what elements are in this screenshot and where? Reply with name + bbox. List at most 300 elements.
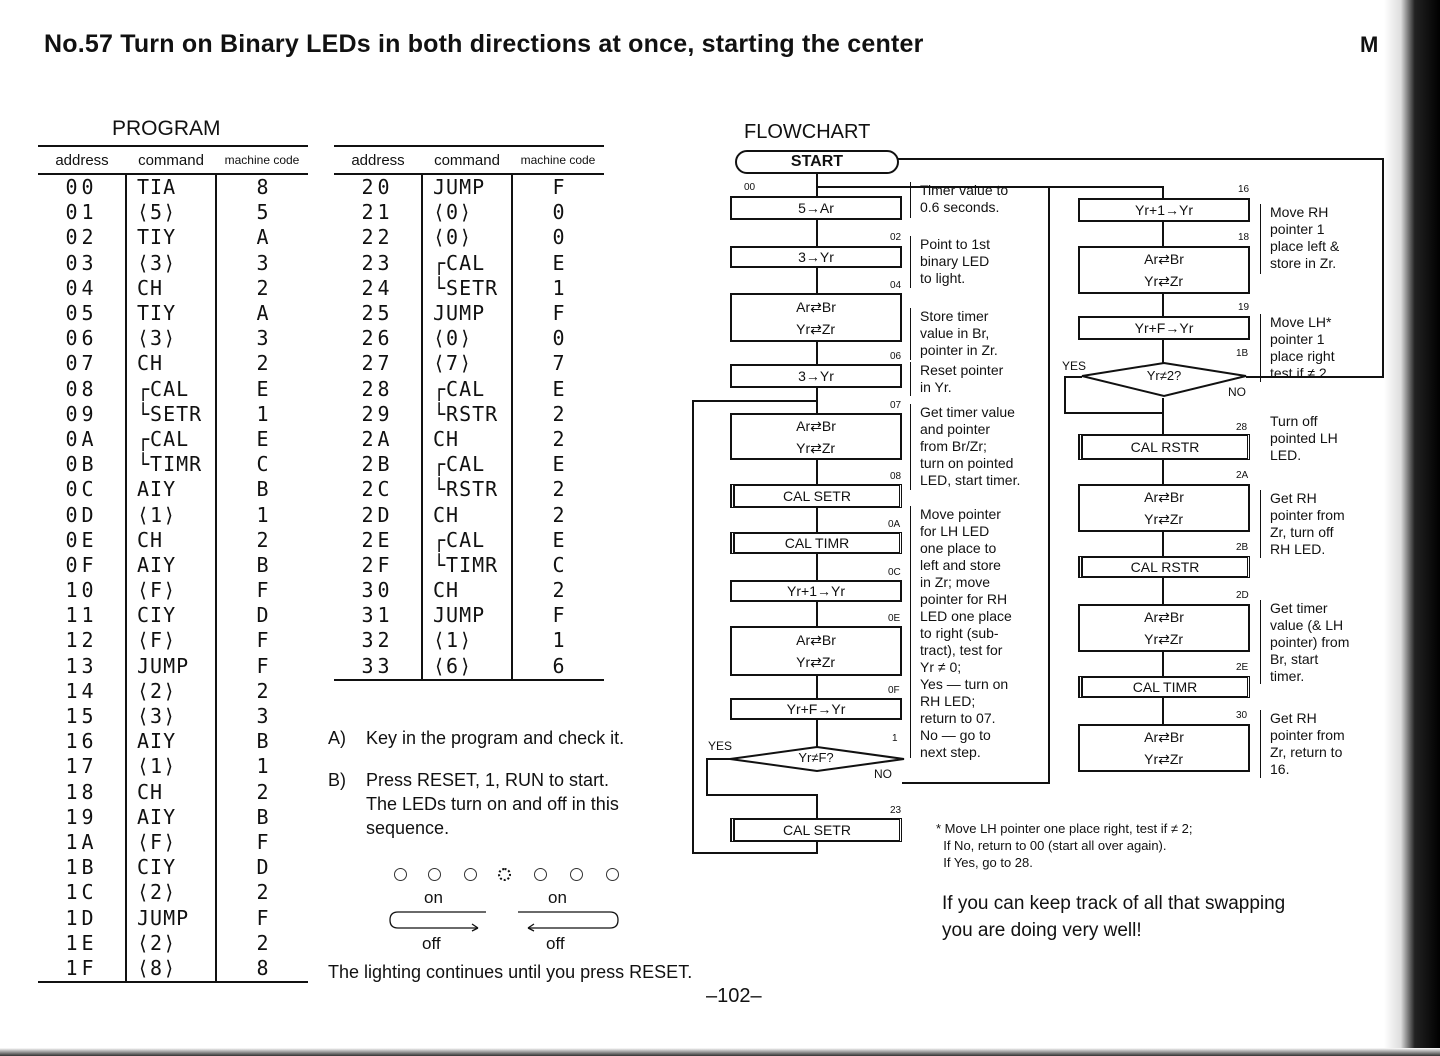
row-command: AIY (126, 729, 216, 754)
row-address: 32 (361, 628, 394, 653)
row-machine-code: 2 (512, 578, 604, 603)
flow-addr: 07 (890, 400, 902, 411)
program-row (38, 654, 308, 679)
row-address: 2C (361, 477, 394, 502)
row-address: 2E (361, 527, 394, 552)
address-header: address (38, 146, 126, 174)
row-address: 1E (65, 930, 98, 955)
row-machine-code: 2 (512, 427, 604, 452)
row-command: └TIMR (422, 553, 512, 578)
row-machine-code: 3 (216, 251, 308, 276)
program-row (334, 553, 604, 578)
program-row (334, 225, 604, 250)
program-row (38, 301, 308, 326)
command-header: command (126, 146, 216, 174)
row-machine-code: B (216, 805, 308, 830)
step-cal-timr: CAL TIMR (730, 532, 902, 554)
on-label-right: on (548, 888, 567, 907)
row-address: 05 (65, 301, 98, 326)
yes-label: YES (1062, 359, 1087, 373)
note-get-timer: Get timer value and pointer from Br/Zr; turn on pointed LED, start timer. (920, 404, 1021, 488)
led-indicator-center (498, 868, 511, 881)
row-address: 03 (65, 250, 98, 275)
program-row (334, 603, 604, 628)
step-add-f-yr: Yr+F→Yr (1078, 316, 1250, 340)
row-machine-code: C (512, 553, 604, 578)
machine-code-header: machine code (216, 146, 308, 174)
row-address: 2F (361, 552, 394, 577)
row-machine-code: A (216, 301, 308, 326)
program-row (38, 880, 308, 905)
lighting-continues-text: The lighting continues until you press RESET. (328, 962, 693, 982)
row-address: 17 (65, 754, 98, 779)
program-row (38, 326, 308, 351)
program-row (334, 654, 604, 680)
row-command: JUMP (126, 905, 216, 930)
program-row (334, 502, 604, 527)
flow-addr: 30 (1236, 710, 1248, 721)
row-command: CH (126, 351, 216, 376)
flow-addr: 18 (1238, 232, 1250, 243)
step-add-f-yr: Yr+F→Yr (730, 698, 902, 720)
step-cal-rstr: CAL RSTR (1078, 556, 1250, 578)
flow-addr: 28 (1236, 422, 1248, 433)
note-turn-off-lh: Turn off pointed LH LED. (1270, 413, 1338, 463)
note-return-to-16: Get RH pointer from Zr, return to 16. (1270, 710, 1345, 777)
program-row (334, 427, 604, 452)
footnote: * Move LH pointer one place right, test if ≠ 2; If No, return to 00 (start all over again). If Yes, go to 28. (936, 821, 1193, 870)
row-machine-code: 2 (512, 502, 604, 527)
row-command: ⟨3⟩ (126, 251, 216, 276)
row-command: JUMP (422, 301, 512, 326)
row-address: 1D (65, 905, 98, 930)
program-row (38, 628, 308, 653)
program-row (38, 251, 308, 276)
row-command: ⟨5⟩ (126, 200, 216, 225)
row-address: 13 (65, 653, 98, 678)
program-row (334, 200, 604, 225)
row-machine-code: 2 (216, 679, 308, 704)
led-indicator (570, 868, 583, 881)
note-point-first-led: Point to 1st binary LED to light. (920, 236, 991, 286)
program-row (334, 402, 604, 427)
decision-label: Yr≠2? (1146, 368, 1182, 383)
instruction-a-label: A) (328, 728, 346, 748)
row-address: 2D (361, 502, 394, 527)
program-row (38, 553, 308, 578)
row-machine-code: F (216, 578, 308, 603)
row-address: 25 (361, 301, 394, 326)
program-row (38, 905, 308, 930)
row-address: 31 (361, 603, 394, 628)
row-command: ⟨8⟩ (126, 956, 216, 982)
row-command: ⟨2⟩ (126, 880, 216, 905)
program-row (38, 402, 308, 427)
row-address: 0F (65, 552, 98, 577)
row-address: 20 (361, 175, 394, 200)
program-row (334, 326, 604, 351)
program-row (334, 251, 604, 276)
row-command: TIY (126, 301, 216, 326)
row-address: 22 (361, 225, 394, 250)
corner-mark: M (1360, 32, 1379, 57)
step-swap-registers: Ar⇄Br Yr⇄Zr (1078, 604, 1250, 652)
row-machine-code: 2 (512, 477, 604, 502)
row-machine-code: B (216, 553, 308, 578)
led-indicator (534, 868, 547, 881)
row-command: CIY (126, 855, 216, 880)
step-swap-registers: Ar⇄Br Yr⇄Zr (730, 626, 902, 676)
row-address: 02 (65, 225, 98, 250)
row-machine-code: 0 (512, 225, 604, 250)
row-address: 1B (65, 855, 98, 880)
led-indicator (606, 868, 619, 881)
row-address: 2A (361, 426, 394, 451)
row-machine-code: 5 (216, 200, 308, 225)
flow-addr: 2E (1236, 662, 1249, 673)
row-address: 24 (361, 275, 394, 300)
row-machine-code: F (216, 654, 308, 679)
program-row (334, 301, 604, 326)
note-reset-pointer: Reset pointer in Yr. (920, 362, 1004, 395)
program-row (38, 452, 308, 477)
program-row (38, 276, 308, 301)
row-machine-code: 2 (512, 402, 604, 427)
row-address: 19 (65, 804, 98, 829)
step-set-yr: 3→Yr (730, 246, 902, 268)
step-swap-registers: Ar⇄Br Yr⇄Zr (730, 413, 902, 460)
program-row (334, 276, 604, 301)
flow-addr: 08 (890, 471, 902, 482)
row-address: 15 (65, 704, 98, 729)
program-row (38, 830, 308, 855)
row-command: AIY (126, 805, 216, 830)
program-row (38, 805, 308, 830)
row-command: JUMP (422, 174, 512, 200)
led-indicator (428, 868, 441, 881)
row-machine-code: 0 (512, 200, 604, 225)
flow-addr: 00 (744, 182, 756, 193)
step-increment-yr: Yr+1→Yr (1078, 198, 1250, 222)
program-row (334, 452, 604, 477)
row-machine-code: 1 (512, 628, 604, 653)
step-cal-setr: CAL SETR (730, 484, 902, 508)
row-command: CH (422, 578, 512, 603)
note-get-timer-value: Get timer value (& LH pointer) from Br, start timer. (1270, 600, 1350, 684)
program-row (38, 931, 308, 956)
row-address: 06 (65, 326, 98, 351)
row-command: └RSTR (422, 402, 512, 427)
row-command: AIY (126, 553, 216, 578)
row-command: ┌CAL (422, 251, 512, 276)
row-address: 11 (65, 603, 98, 628)
no-label: NO (1228, 385, 1246, 399)
step-swap-registers: Ar⇄Br Yr⇄Zr (1078, 246, 1250, 294)
program-row (38, 679, 308, 704)
program-row (38, 377, 308, 402)
row-command: ⟨0⟩ (422, 225, 512, 250)
program-row (38, 704, 308, 729)
program-row (38, 427, 308, 452)
note-move-rh-pointer: Move RH pointer 1 place left & store in Zr. (1270, 204, 1340, 271)
row-machine-code: 2 (216, 780, 308, 805)
step-cal-rstr: CAL RSTR (1078, 434, 1250, 460)
led-sequence-arrows (388, 904, 624, 934)
row-command: CH (422, 427, 512, 452)
row-machine-code: F (216, 905, 308, 930)
row-address: 21 (361, 200, 394, 225)
program-table-right (334, 145, 604, 681)
step-swap-registers: Ar⇄Br Yr⇄Zr (730, 293, 902, 342)
flow-addr: 02 (890, 232, 902, 243)
program-row (38, 502, 308, 527)
row-command: └TIMR (126, 452, 216, 477)
row-address: 14 (65, 678, 98, 703)
row-command: ⟨0⟩ (422, 200, 512, 225)
program-row (38, 477, 308, 502)
program-table-left (38, 145, 308, 983)
flow-addr: 2D (1236, 590, 1249, 601)
flow-addr: 0F (888, 685, 900, 696)
row-command: ⟨2⟩ (126, 679, 216, 704)
row-address: 0C (65, 477, 98, 502)
row-machine-code: E (512, 452, 604, 477)
scan-page-edge (1384, 0, 1440, 1056)
row-command: ⟨6⟩ (422, 654, 512, 680)
row-command: ⟨0⟩ (422, 326, 512, 351)
row-machine-code: 2 (216, 931, 308, 956)
row-command: └RSTR (422, 477, 512, 502)
program-title: PROGRAM (112, 117, 221, 140)
row-command: ⟨F⟩ (126, 578, 216, 603)
row-address: 08 (65, 376, 98, 401)
flow-addr: 06 (890, 351, 902, 362)
row-command: ⟨F⟩ (126, 628, 216, 653)
row-machine-code: 7 (512, 351, 604, 376)
yes-label: YES (708, 739, 733, 753)
row-address: 0E (65, 527, 98, 552)
step-reset-yr: 3→Yr (730, 364, 902, 388)
row-machine-code: E (512, 528, 604, 553)
row-command: ┌CAL (422, 452, 512, 477)
scan-bottom-edge (0, 1048, 1440, 1056)
row-command: ⟨2⟩ (126, 931, 216, 956)
row-machine-code: E (216, 427, 308, 452)
row-command: ⟨1⟩ (126, 502, 216, 527)
program-row (38, 603, 308, 628)
row-machine-code: 3 (216, 704, 308, 729)
row-machine-code: 1 (512, 276, 604, 301)
program-row (38, 351, 308, 376)
row-command: ┌CAL (126, 377, 216, 402)
program-row (38, 754, 308, 779)
row-address: 18 (65, 779, 98, 804)
row-command: ⟨7⟩ (422, 351, 512, 376)
row-address: 07 (65, 351, 98, 376)
program-row (38, 174, 308, 200)
row-machine-code: B (216, 729, 308, 754)
row-command: ⟨1⟩ (422, 628, 512, 653)
flow-addr: 1B (1236, 348, 1249, 359)
on-label-left: on (424, 888, 443, 907)
program-row (38, 729, 308, 754)
flow-addr: 0A (888, 519, 901, 530)
row-address: 04 (65, 275, 98, 300)
row-command: JUMP (126, 654, 216, 679)
row-machine-code: D (216, 603, 308, 628)
row-command: CH (422, 502, 512, 527)
row-command: ┌CAL (126, 427, 216, 452)
row-address: 0A (65, 426, 98, 451)
row-address: 0D (65, 502, 98, 527)
row-machine-code: 0 (512, 326, 604, 351)
row-address: 12 (65, 628, 98, 653)
led-indicator (394, 868, 407, 881)
flow-addr: 04 (890, 280, 902, 291)
row-address: 33 (334, 654, 422, 680)
program-row (334, 351, 604, 376)
program-row (38, 528, 308, 553)
row-address: 2B (361, 452, 394, 477)
instruction-b-text: Press RESET, 1, RUN to start. The LEDs turn on and off in this sequence. (366, 770, 619, 838)
instruction-b-label: B) (328, 770, 346, 790)
start-terminal: START (735, 150, 899, 174)
command-header: command (422, 146, 512, 174)
page-title: No.57 Turn on Binary LEDs in both directions at once, starting the center (44, 30, 924, 58)
row-command: TIA (126, 174, 216, 200)
row-address: 29 (361, 401, 394, 426)
flow-addr: 23 (890, 805, 902, 816)
row-command: JUMP (422, 603, 512, 628)
row-command: CH (126, 780, 216, 805)
row-command: ⟨F⟩ (126, 830, 216, 855)
step-swap-registers: Ar⇄Br Yr⇄Zr (1078, 724, 1250, 772)
row-address: 0B (65, 452, 98, 477)
off-label-right: off (546, 934, 565, 953)
row-machine-code: 1 (216, 754, 308, 779)
row-address: 1C (65, 880, 98, 905)
row-address: 28 (361, 376, 394, 401)
row-address: 23 (361, 250, 394, 275)
row-command: └SETR (126, 402, 216, 427)
row-address: 26 (361, 326, 394, 351)
row-machine-code: 2 (216, 880, 308, 905)
flow-addr: 19 (1238, 302, 1250, 313)
row-address: 1F (38, 956, 126, 982)
row-machine-code: B (216, 477, 308, 502)
step-swap-registers: Ar⇄Br Yr⇄Zr (1078, 484, 1250, 532)
row-machine-code: F (512, 301, 604, 326)
step-cal-setr: CAL SETR (730, 818, 902, 842)
row-command: CH (126, 528, 216, 553)
row-command: CIY (126, 603, 216, 628)
program-row (334, 628, 604, 653)
off-label-left: off (422, 934, 441, 953)
flow-addr: 1 (892, 733, 898, 744)
row-address: 01 (65, 200, 98, 225)
note-store-timer: Store timer value in Br, pointer in Zr. (920, 308, 998, 358)
row-command: TIY (126, 225, 216, 250)
flow-addr: 16 (1238, 184, 1250, 195)
flow-addr: 2B (1236, 542, 1249, 553)
row-command: ⟨3⟩ (126, 704, 216, 729)
row-machine-code: 8 (216, 956, 308, 982)
program-row (334, 377, 604, 402)
row-machine-code: 1 (216, 502, 308, 527)
flowchart-title: FLOWCHART (744, 121, 871, 143)
row-address: 10 (65, 578, 98, 603)
program-row (38, 200, 308, 225)
flow-addr: 0E (888, 613, 901, 624)
row-machine-code: 1 (216, 402, 308, 427)
program-row (38, 225, 308, 250)
page-number: –102– (706, 985, 762, 1007)
row-machine-code: 3 (216, 326, 308, 351)
row-address: 16 (65, 729, 98, 754)
program-row (334, 528, 604, 553)
step-set-ar: 5→Ar (730, 196, 902, 220)
note-move-pointers: Move pointer for LH LED one place to left and store in Zr; move pointer for RH LED one place to right (sub- tract), test for Yr ≠ 0; Yes — turn on RH LED; return to 07. No — go to next step. (920, 506, 1012, 760)
row-machine-code: F (216, 628, 308, 653)
row-address: 00 (65, 175, 98, 200)
row-machine-code: F (512, 174, 604, 200)
flow-addr: 0C (888, 567, 901, 578)
step-cal-timr: CAL TIMR (1078, 676, 1250, 698)
row-command: AIY (126, 477, 216, 502)
address-header: address (334, 146, 422, 174)
row-machine-code: A (216, 225, 308, 250)
closing-remark: If you can keep track of all that swapping you are doing very well! (942, 893, 1286, 941)
flow-addr: 2A (1236, 470, 1249, 481)
row-machine-code: F (216, 830, 308, 855)
no-label: NO (874, 767, 892, 781)
row-command: ┌CAL (422, 377, 512, 402)
row-address: 09 (65, 401, 98, 426)
led-indicator (464, 868, 477, 881)
program-row (38, 780, 308, 805)
decision-label: Yr≠F? (798, 750, 834, 765)
row-machine-code: E (216, 377, 308, 402)
row-machine-code: E (512, 377, 604, 402)
row-command: ┌CAL (422, 528, 512, 553)
program-row (334, 174, 604, 200)
row-address: 1A (65, 829, 98, 854)
row-machine-code: E (512, 251, 604, 276)
row-address: 27 (361, 351, 394, 376)
row-machine-code: 2 (216, 351, 308, 376)
program-row (38, 855, 308, 880)
program-row (38, 956, 308, 982)
row-machine-code: C (216, 452, 308, 477)
program-row (334, 477, 604, 502)
row-machine-code: F (512, 603, 604, 628)
row-address: 30 (361, 578, 394, 603)
row-command: ⟨1⟩ (126, 754, 216, 779)
row-machine-code: 2 (216, 528, 308, 553)
note-timer-value: Timer value to 0.6 seconds. (920, 182, 1009, 215)
row-command: CH (126, 276, 216, 301)
note-move-lh-pointer: Move LH* pointer 1 place right test if ≠ 2. (1270, 314, 1335, 381)
row-machine-code: 2 (216, 276, 308, 301)
instruction-a-text: Key in the program and check it. (366, 728, 625, 748)
row-machine-code: D (216, 855, 308, 880)
row-command: ⟨3⟩ (126, 326, 216, 351)
row-command: └SETR (422, 276, 512, 301)
step-increment-yr: Yr+1→Yr (730, 580, 902, 602)
machine-code-header: machine code (512, 146, 604, 174)
program-row (334, 578, 604, 603)
row-machine-code: 8 (216, 174, 308, 200)
